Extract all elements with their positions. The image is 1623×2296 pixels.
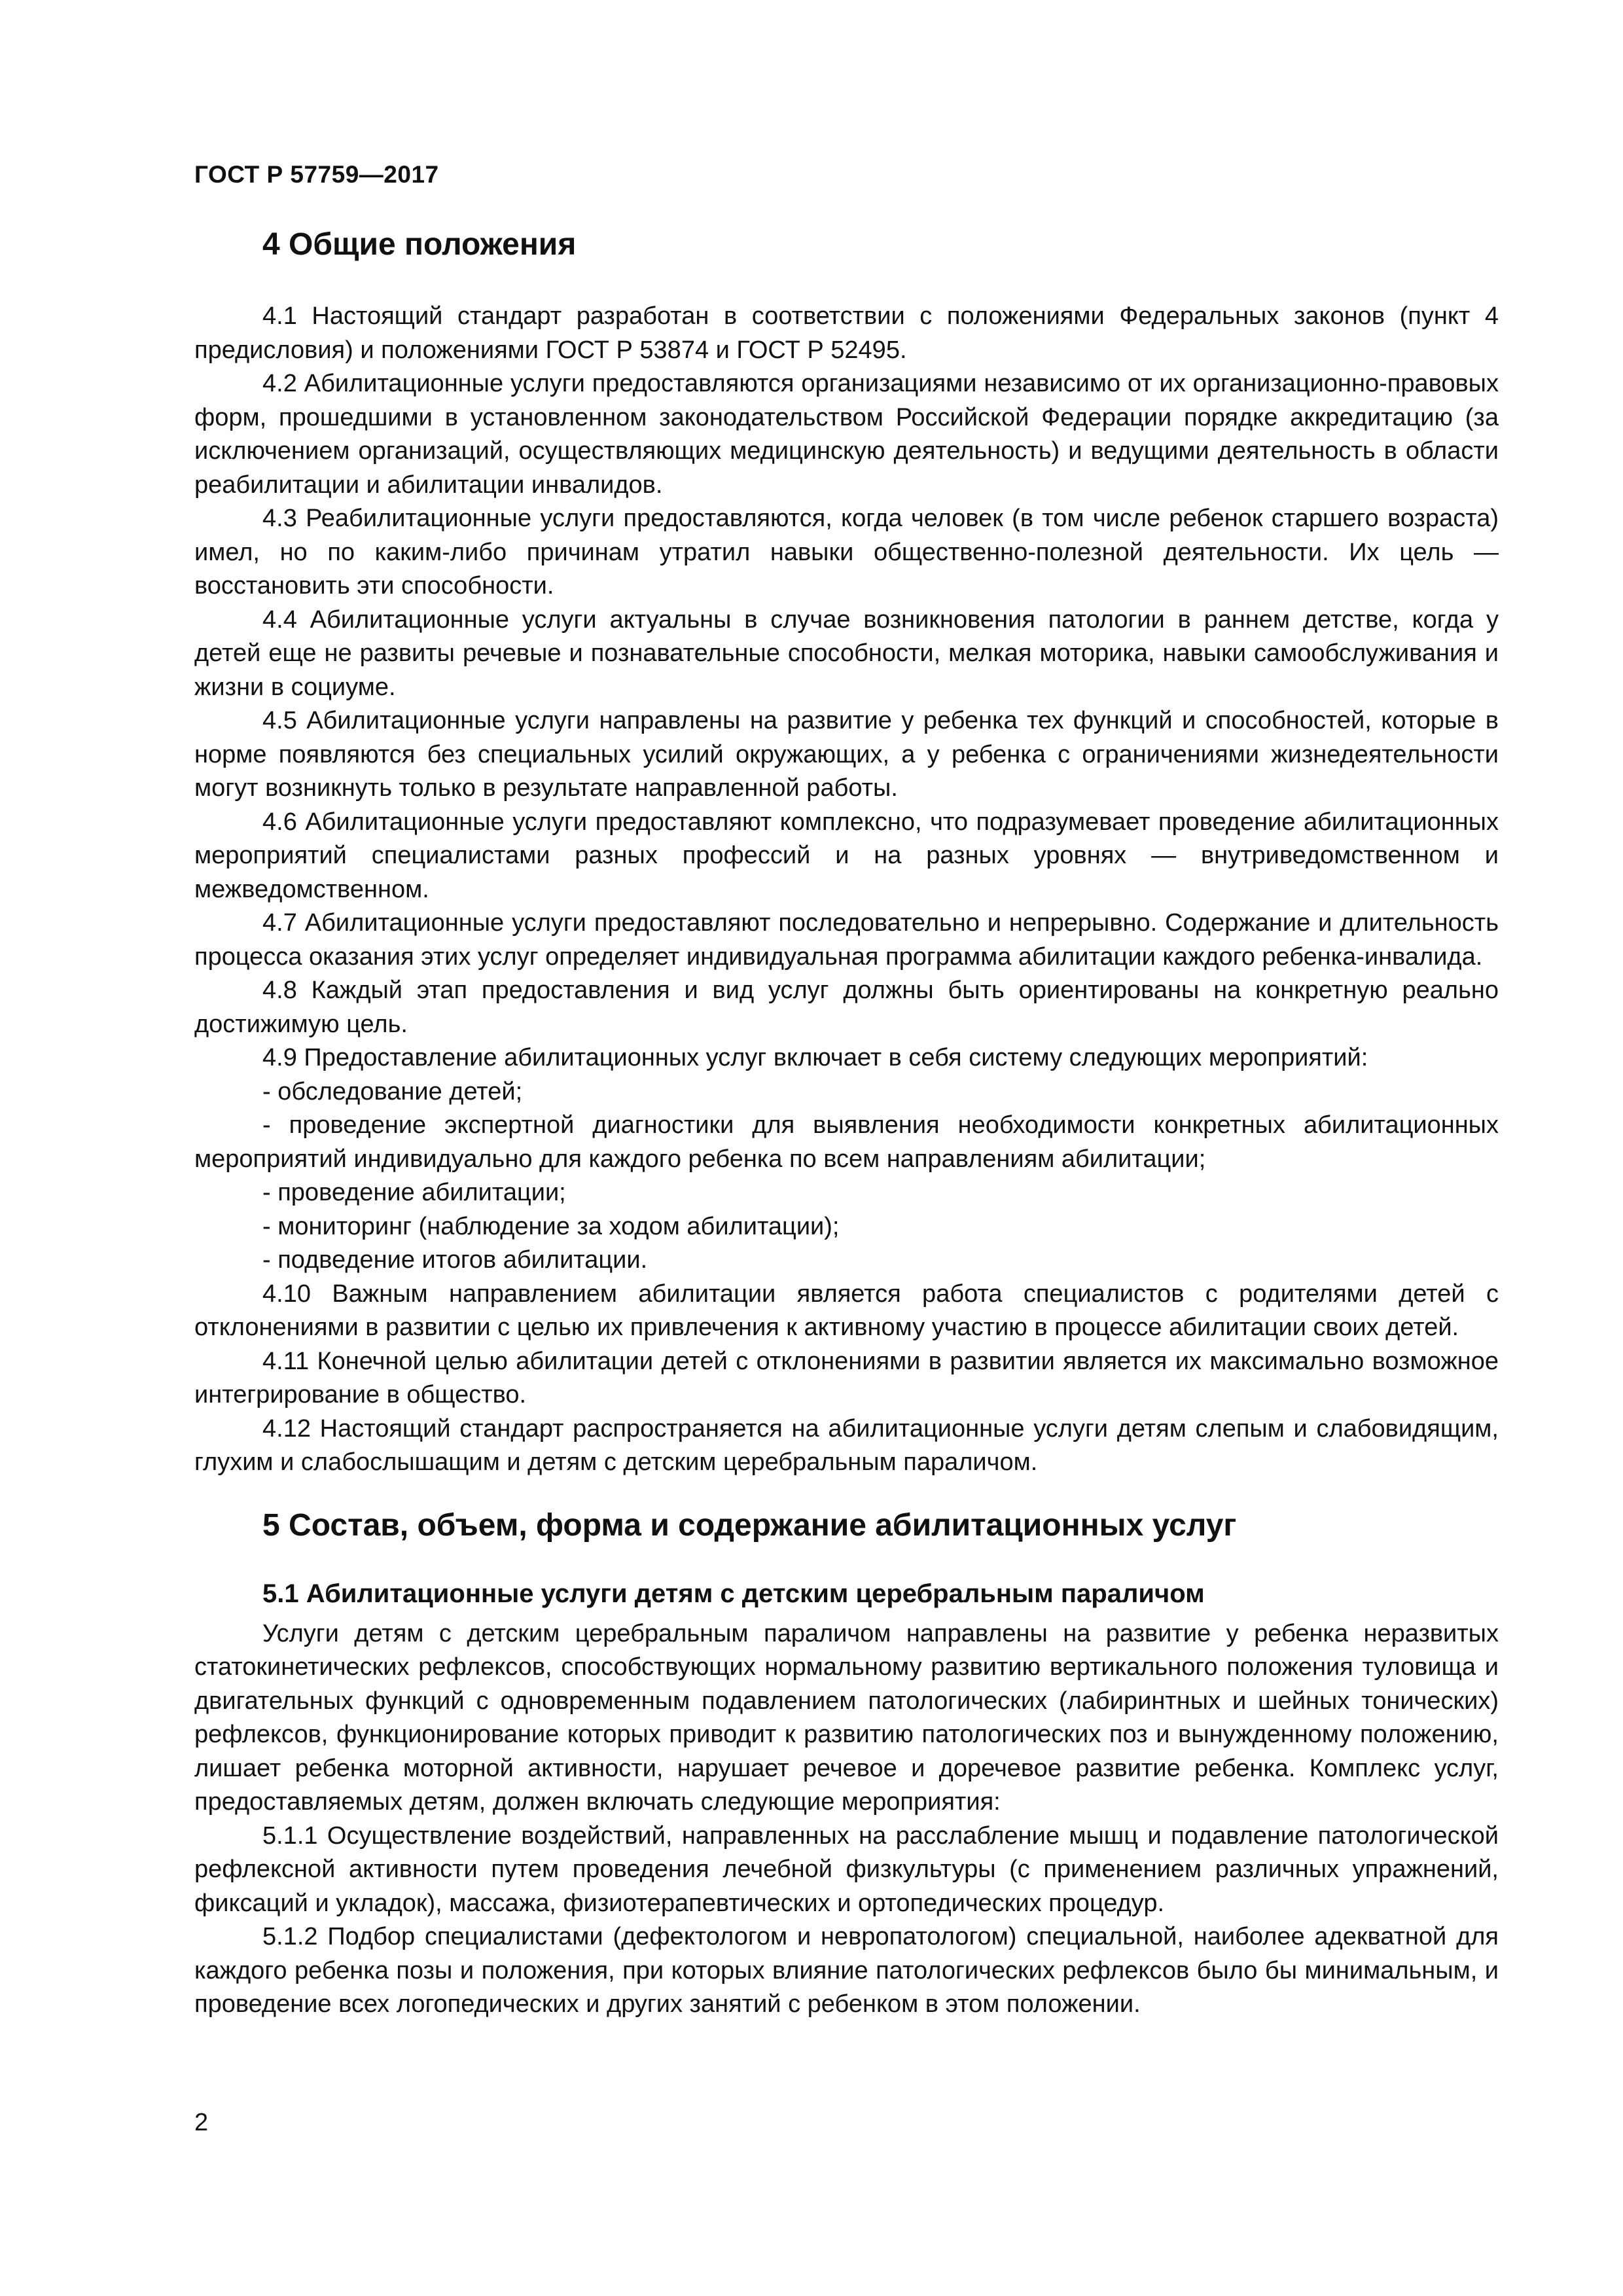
section-4-title: 4 Общие положения: [262, 227, 577, 262]
paragraph-4-3: 4.3 Реабилитационные услуги предоставляются, когда человек (в том числе ребенок старшего возраста) имел, но по каким-либо причинам утратил навыки общественно-полезной деятельности. Их цель — восстановить эти способности.: [194, 505, 1499, 600]
list-dash: -: [262, 1179, 278, 1206]
section-5-title: 5 Состав, объем, форма и содержание абилитационных услуг: [262, 1507, 1237, 1543]
list-dash: -: [262, 1212, 278, 1240]
list-item: [194, 1075, 1499, 1109]
list-item-text: проведение абилитации;: [277, 1179, 566, 1206]
paragraph-4-9: 4.9 Предоставление абилитационных услуг включает в себя систему следующих мероприятий:: [262, 1044, 1368, 1071]
paragraph-4-5: 4.5 Абилитационные услуги направлены на развитие у ребенка тех функций и способностей, которые в норме появляются без специальных усилий окружающих, а у ребенка с ограничениями жизнедеятельности могут возникнуть только в результате направленной работы.: [194, 707, 1499, 802]
list-item-text: мониторинг (наблюдение за ходом абилитации);: [277, 1212, 840, 1240]
subsection-5-1-title: 5.1 Абилитационные услуги детям с детским церебральным параличом: [262, 1579, 1205, 1608]
paragraph-4-10: 4.10 Важным направлением абилитации является работа специалистов с родителями детей с отклонениями в развитии с целью их привлечения к активному участию в процессе абилитации своих детей.: [194, 1280, 1499, 1341]
list-item: [194, 1176, 1499, 1210]
list-item-text: обследование детей;: [277, 1077, 523, 1105]
list-dash: -: [262, 1111, 289, 1139]
activities-list: [194, 1075, 1499, 1278]
paragraph-4-7: 4.7 Абилитационные услуги предоставляют последовательно и непрерывно. Содержание и длительность процесса оказания этих услуг определяет индивидуальная программа абилитации каждого ребенка-инвалида.: [194, 909, 1499, 971]
page-content: [194, 225, 1499, 2022]
document-code-header: ГОСТ Р 57759—2017: [194, 161, 439, 188]
section-4-body: [194, 300, 1499, 1480]
list-item-text: подведение итогов абилитации.: [277, 1246, 648, 1274]
list-item-text: проведение экспертной диагностики для выявления необходимости конкретных абилитационных мероприятий индивидуально для каждого ребенка по всем направлениям абилитации;: [194, 1111, 1499, 1173]
paragraph-5-1-1: 5.1.1 Осуществление воздействий, направленных на расслабление мышц и подавление патологической рефлексной активности путем проведения лечебной физкультуры (с применением различных упражнений, фиксаций и укладок), массажа, физиотерапевтических и ортопедических процедур.: [194, 1821, 1499, 1917]
paragraph-4-8: 4.8 Каждый этап предоставления и вид услуг должны быть ориентированы на конкретную реально достижимую цель.: [194, 977, 1499, 1038]
section-5-body: [194, 1617, 1499, 2022]
paragraph-4-2: 4.2 Абилитационные услуги предоставляются организациями независимо от их организационно-правовых форм, прошедшими в установленном законодательством Российской Федерации порядке аккредитацию (за исключением организаций, осуществляющих медицинскую деятельность) и ведущими деятельность в области реабилитации и абилитации инвалидов.: [194, 370, 1499, 499]
paragraph-5-1-intro: Услуги детям с детским церебральным параличом направлены на развитие у ребенка неразвитых статокинетических рефлексов, способствующих нормальному развитию вертикального положения туловища и двигательных функций с одновременным подавлением патологических (лабиринтных и шейных тонических) рефлексов, функционирование которых приводит к развитию патологических поз и вынужденному положению, лишает ребенка моторной активности, нарушает речевое и доречевое развитие ребенка. Комплекс услуг, предоставляемых детям, должен включать следующие мероприятия:: [194, 1619, 1499, 1816]
list-dash: -: [262, 1246, 278, 1274]
list-item: [194, 1109, 1499, 1176]
paragraph-4-1: 4.1 Настоящий стандарт разработан в соответствии с положениями Федеральных законов (пункт 4 предисловия) и положениями ГОСТ Р 53874 и ГОСТ Р 52495.: [194, 302, 1499, 364]
paragraph-4-6: 4.6 Абилитационные услуги предоставляют комплексно, что подразумевает проведение абилитационных мероприятий специалистами разных профессий и на разных уровнях — внутриведомственном и межведомственном.: [194, 808, 1499, 903]
paragraph-4-4: 4.4 Абилитационные услуги актуальны в случае возникновения патологии в раннем детстве, когда у детей еще не развиты речевые и познавательные способности, мелкая моторика, навыки самообслуживания и жизни в социуме.: [194, 605, 1499, 701]
list-item: [194, 1210, 1499, 1244]
list-dash: -: [262, 1077, 278, 1105]
paragraph-4-11: 4.11 Конечной целью абилитации детей с отклонениями в развитии является их максимально возможное интегрирование в общество.: [194, 1347, 1499, 1408]
page-number: 2: [194, 2109, 209, 2136]
paragraph-4-12: 4.12 Настоящий стандарт распространяется на абилитационные услуги детям слепым и слабовидящим, глухим и слабослышащим и детям с детским церебральным параличом.: [194, 1414, 1499, 1476]
paragraph-5-1-2: 5.1.2 Подбор специалистами (дефектологом и невропатологом) специальной, наиболее адекватной для каждого ребенка позы и положения, при которых влияние патологических рефлексов было бы минимальным, и проведение всех логопедических и других занятий с ребенком в этом положении.: [194, 1923, 1499, 2018]
list-item: [194, 1244, 1499, 1278]
